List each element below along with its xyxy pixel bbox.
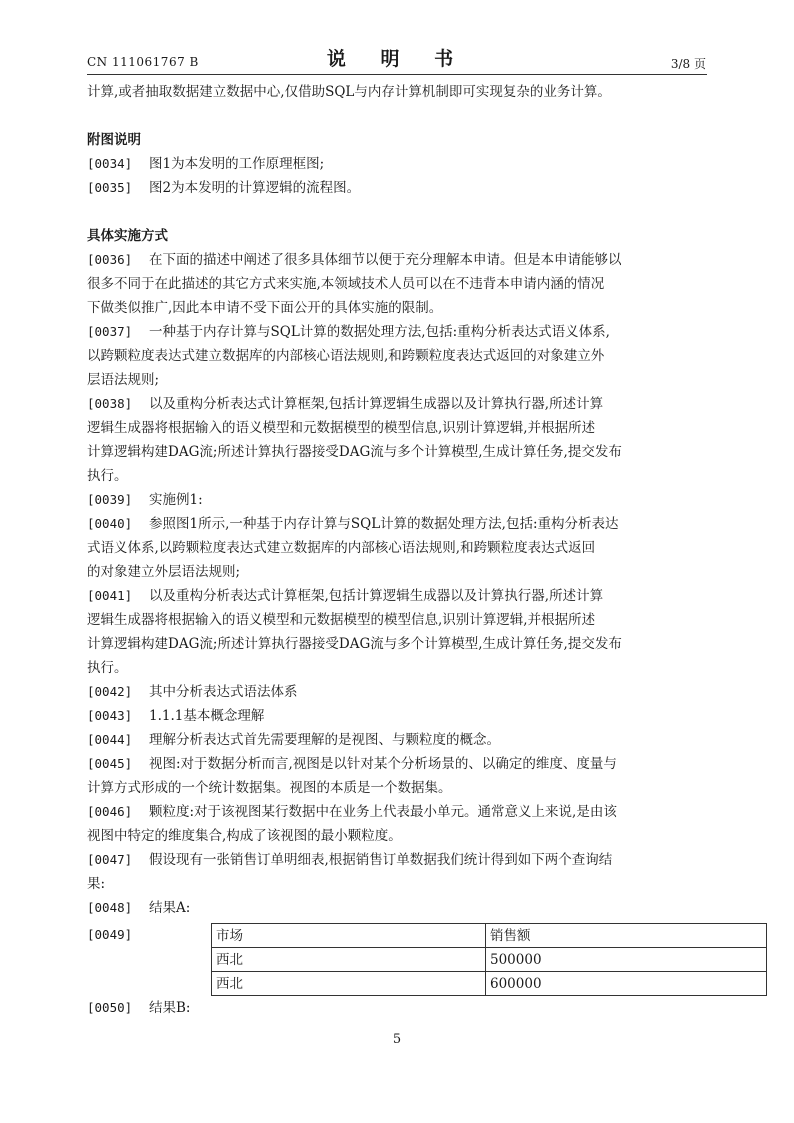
paragraph-line: 理解分析表达式首先需要理解的是视图、与颗粒度的概念。 — [149, 732, 500, 748]
paragraph-line: 的对象建立外层语法规则; — [87, 564, 241, 580]
paragraph-line: 执行。 — [87, 660, 128, 676]
paragraph-line: 实施例1: — [149, 492, 203, 508]
page-number: 5 — [392, 1032, 402, 1047]
paragraph-line: 式语义体系,以跨颗粒度表达式建立数据库的内部核心语法规则,和跨颗粒度表达式返回 — [87, 540, 596, 556]
paragraph-line: 逻辑生成器将根据输入的语义模型和元数据模型的模型信息,识别计算逻辑,并根据所述 — [87, 420, 596, 436]
paragraph-line: 下做类似推广,因此本申请不受下面公开的具体实施的限制。 — [87, 300, 443, 316]
paragraph-line: 以跨颗粒度表达式建立数据库的内部核心语法规则,和跨颗粒度表达式返回的对象建立外 — [87, 348, 605, 364]
paragraph — [87, 320, 709, 392]
paragraph — [87, 680, 709, 704]
paragraph — [87, 392, 709, 488]
table-cell: 西北 — [212, 948, 486, 972]
paragraph-number: [0042] — [87, 684, 133, 699]
paragraph — [87, 248, 709, 320]
paragraph-number: [0048] — [87, 900, 133, 915]
paragraph-line: 假设现有一张销售订单明细表,根据销售订单数据我们统计得到如下两个查询结 — [149, 852, 613, 868]
paragraph-line: 视图中特定的维度集合,构成了该视图的最小颗粒度。 — [87, 828, 402, 844]
paragraph-line: 以及重构分析表达式计算框架,包括计算逻辑生成器以及计算执行器,所述计算 — [149, 588, 604, 604]
paragraph-line: 颗粒度:对于该视图某行数据中在业务上代表最小单元。通常意义上来说,是由该 — [149, 804, 617, 820]
header-patent-number: CN 111061767 B — [87, 55, 199, 69]
paragraph-number: [0039] — [87, 492, 133, 507]
paragraph-number: [0034] — [87, 156, 133, 171]
table-header-cell: 销售额 — [486, 924, 767, 948]
paragraph-line: 在下面的描述中阐述了很多具体细节以便于充分理解本申请。但是本申请能够以 — [149, 252, 622, 268]
table-row — [212, 948, 767, 972]
paragraph-table — [87, 923, 709, 996]
paragraph — [87, 848, 709, 896]
paragraph-line: 计算逻辑构建DAG流;所述计算执行器接受DAG流与多个计算模型,生成计算任务,提交发布 — [87, 444, 622, 460]
paragraph-line: 视图:对于数据分析而言,视图是以针对某个分析场景的、以确定的维度、度量与 — [149, 756, 617, 772]
paragraph-number: [0041] — [87, 588, 133, 603]
document-body — [87, 80, 709, 1020]
section-heading-figures: 附图说明 — [87, 132, 141, 148]
table-cell: 500000 — [486, 948, 767, 972]
embodiment-paragraphs — [87, 248, 709, 920]
section-heading-embodiment: 具体实施方式 — [87, 228, 168, 244]
table-cell: 西北 — [212, 972, 486, 996]
result-a-table — [211, 923, 767, 996]
paragraph-last — [87, 996, 709, 1020]
paragraph-line: 其中分析表达式语法体系 — [149, 684, 298, 700]
table-header-cell: 市场 — [212, 924, 486, 948]
header-title: 说 明 书 — [326, 48, 468, 70]
paragraph — [87, 584, 709, 680]
figures-paragraphs — [87, 152, 709, 200]
paragraph-line: 以及重构分析表达式计算框架,包括计算逻辑生成器以及计算执行器,所述计算 — [149, 396, 604, 412]
paragraph-text: 结果B: — [149, 1000, 191, 1016]
paragraph — [87, 896, 709, 920]
paragraph-number: [0043] — [87, 708, 133, 723]
paragraph-number: [0040] — [87, 516, 133, 531]
paragraph-line: 执行。 — [87, 468, 128, 484]
paragraph — [87, 704, 709, 728]
table-header-row — [212, 924, 767, 948]
paragraph-number: [0049] — [87, 927, 133, 942]
paragraph-line: 层语法规则; — [87, 372, 160, 388]
table-cell: 600000 — [486, 972, 767, 996]
paragraph-number: [0035] — [87, 180, 133, 195]
paragraph-number: [0038] — [87, 396, 133, 411]
paragraph-line: 1.1.1基本概念理解 — [149, 708, 265, 724]
paragraph-line: 计算方式形成的一个统计数据集。视图的本质是一个数据集。 — [87, 780, 452, 796]
paragraph-number: [0047] — [87, 852, 133, 867]
paragraph-line: 逻辑生成器将根据输入的语义模型和元数据模型的模型信息,识别计算逻辑,并根据所述 — [87, 612, 596, 628]
paragraph-line: 参照图1所示,一种基于内存计算与SQL计算的数据处理方法,包括:重构分析表达 — [149, 516, 619, 532]
paragraph-line: 一种基于内存计算与SQL计算的数据处理方法,包括:重构分析表达式语义体系, — [149, 324, 610, 340]
paragraph-number: [0045] — [87, 756, 133, 771]
paragraph-line: 图2为本发明的计算逻辑的流程图。 — [149, 180, 361, 196]
paragraph — [87, 176, 709, 200]
paragraph-number: [0036] — [87, 252, 133, 267]
paragraph-line: 图1为本发明的工作原理框图; — [149, 156, 325, 172]
paragraph — [87, 728, 709, 752]
paragraph-number: [0044] — [87, 732, 133, 747]
paragraph — [87, 488, 709, 512]
header-page-info: 3/8 页 — [670, 57, 706, 71]
paragraph-line: 结果A: — [149, 900, 191, 916]
paragraph — [87, 800, 709, 848]
paragraph-line: 计算逻辑构建DAG流;所述计算执行器接受DAG流与多个计算模型,生成计算任务,提交发布 — [87, 636, 622, 652]
paragraph-number: [0050] — [87, 1000, 133, 1015]
paragraph-line: 很多不同于在此描述的其它方式来实施,本领域技术人员可以在不违背本申请内涵的情况 — [87, 276, 605, 292]
paragraph-line: 果: — [87, 876, 106, 892]
intro-line: 计算,或者抽取数据建立数据中心,仅借助SQL与内存计算机制即可实现复杂的业务计算。 — [87, 84, 611, 100]
paragraph — [87, 512, 709, 584]
paragraph-number: [0037] — [87, 324, 133, 339]
paragraph-number: [0046] — [87, 804, 133, 819]
paragraph — [87, 152, 709, 176]
table-row — [212, 972, 767, 996]
paragraph — [87, 752, 709, 800]
header-rule — [87, 74, 707, 75]
